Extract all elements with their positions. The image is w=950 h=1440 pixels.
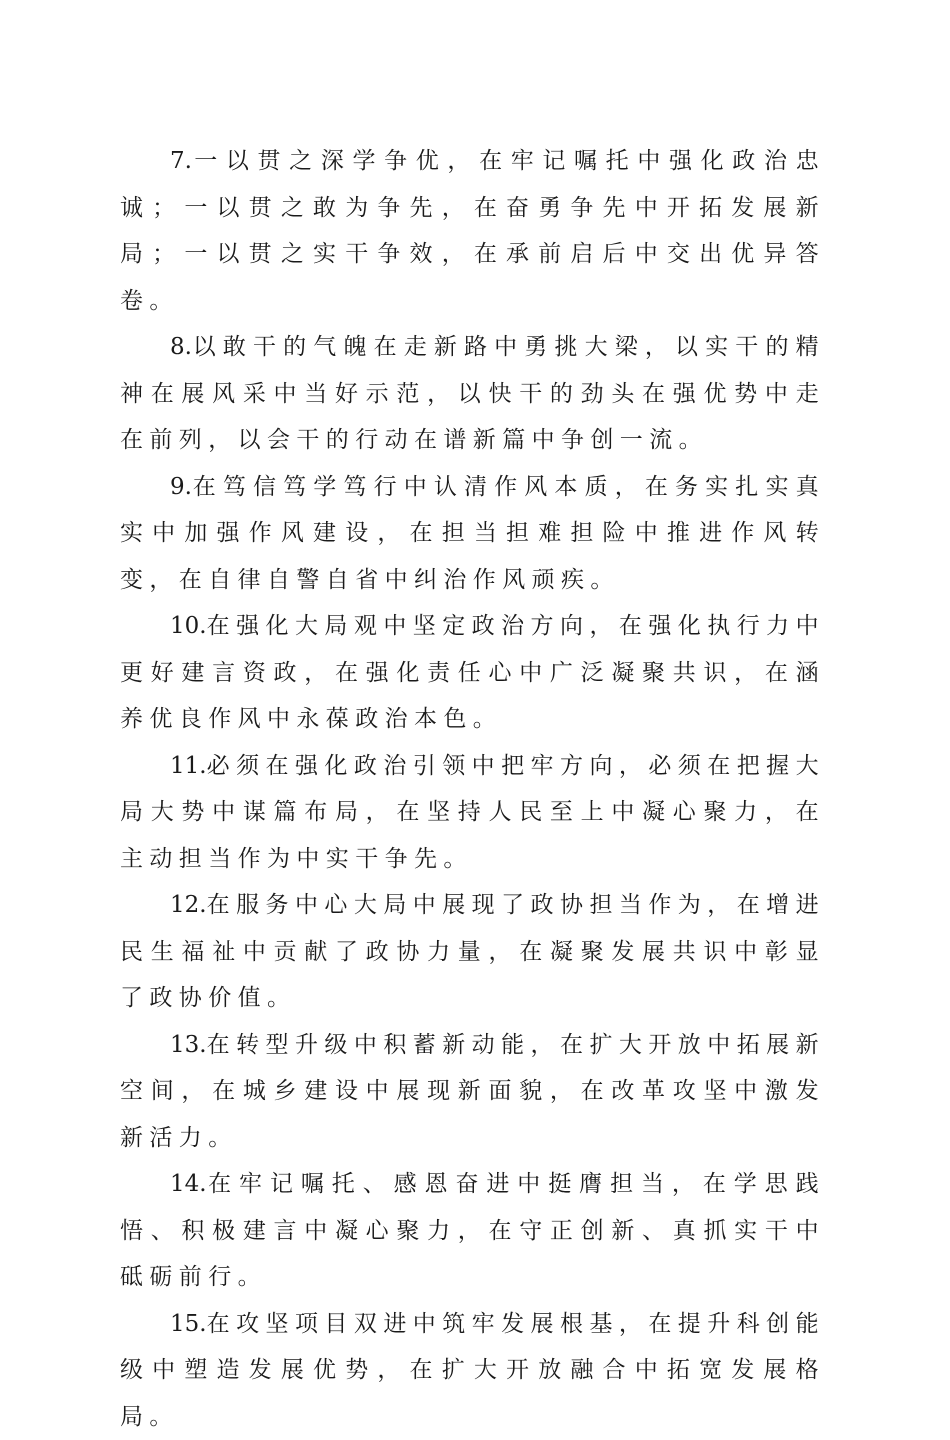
paragraph-10 [120,603,825,743]
document-body [120,138,825,1440]
paragraph-text: 在服务中心大局中展现了政协担当作为，在增进民生福祉中贡献了政协力量，在凝聚发展共识中彰显了政协价值。 [120,892,825,1011]
paragraph-11 [120,743,825,883]
paragraph-8 [120,324,825,464]
paragraph-number: 8. [170,334,192,360]
paragraph-number: 11. [170,753,207,779]
paragraph-number: 7. [170,148,192,174]
paragraph-text: 在牢记嘱托、感恩奋进中挺膺担当，在学思践悟、积极建言中凝心聚力，在守正创新、真抓实干中砥砺前行。 [120,1171,825,1290]
paragraph-7 [120,138,825,324]
paragraph-text: 在笃信笃学笃行中认清作风本质，在务实扎实真实中加强作风建设，在担当担难担险中推进作风转变，在自律自警自省中纠治作风顽疾。 [120,474,825,593]
paragraph-14 [120,1161,825,1301]
paragraph-15 [120,1301,825,1440]
paragraph-9 [120,464,825,604]
paragraph-text: 必须在强化政治引领中把牢方向，必须在把握大局大势中谋篇布局，在坚持人民至上中凝心聚力，在主动担当作为中实干争先。 [120,753,825,872]
paragraph-text: 以敢干的气魄在走新路中勇挑大梁，以实干的精神在展风采中当好示范，以快干的劲头在强优势中走在前列，以会干的行动在谱新篇中争创一流。 [120,334,825,453]
paragraph-number: 12. [170,892,207,918]
paragraph-text: 在转型升级中积蓄新动能，在扩大开放中拓展新空间，在城乡建设中展现新面貌，在改革攻坚中激发新活力。 [120,1032,825,1151]
paragraph-number: 9. [170,474,192,500]
paragraph-text: 在攻坚项目双进中筑牢发展根基，在提升科创能级中塑造发展优势，在扩大开放融合中拓宽发展格局。 [120,1311,825,1430]
paragraph-number: 15. [170,1311,207,1337]
paragraph-number: 13. [170,1032,207,1058]
paragraph-13 [120,1022,825,1162]
paragraph-number: 14. [170,1171,207,1197]
paragraph-number: 10. [170,613,207,639]
paragraph-text: 一以贯之深学争优，在牢记嘱托中强化政治忠诚；一以贯之敢为争先，在奋勇争先中开拓发展新局；一以贯之实干争效，在承前启后中交出优异答卷。 [120,148,825,314]
paragraph-12 [120,882,825,1022]
paragraph-text: 在强化大局观中坚定政治方向，在强化执行力中更好建言资政，在强化责任心中广泛凝聚共识，在涵养优良作风中永葆政治本色。 [120,613,825,732]
